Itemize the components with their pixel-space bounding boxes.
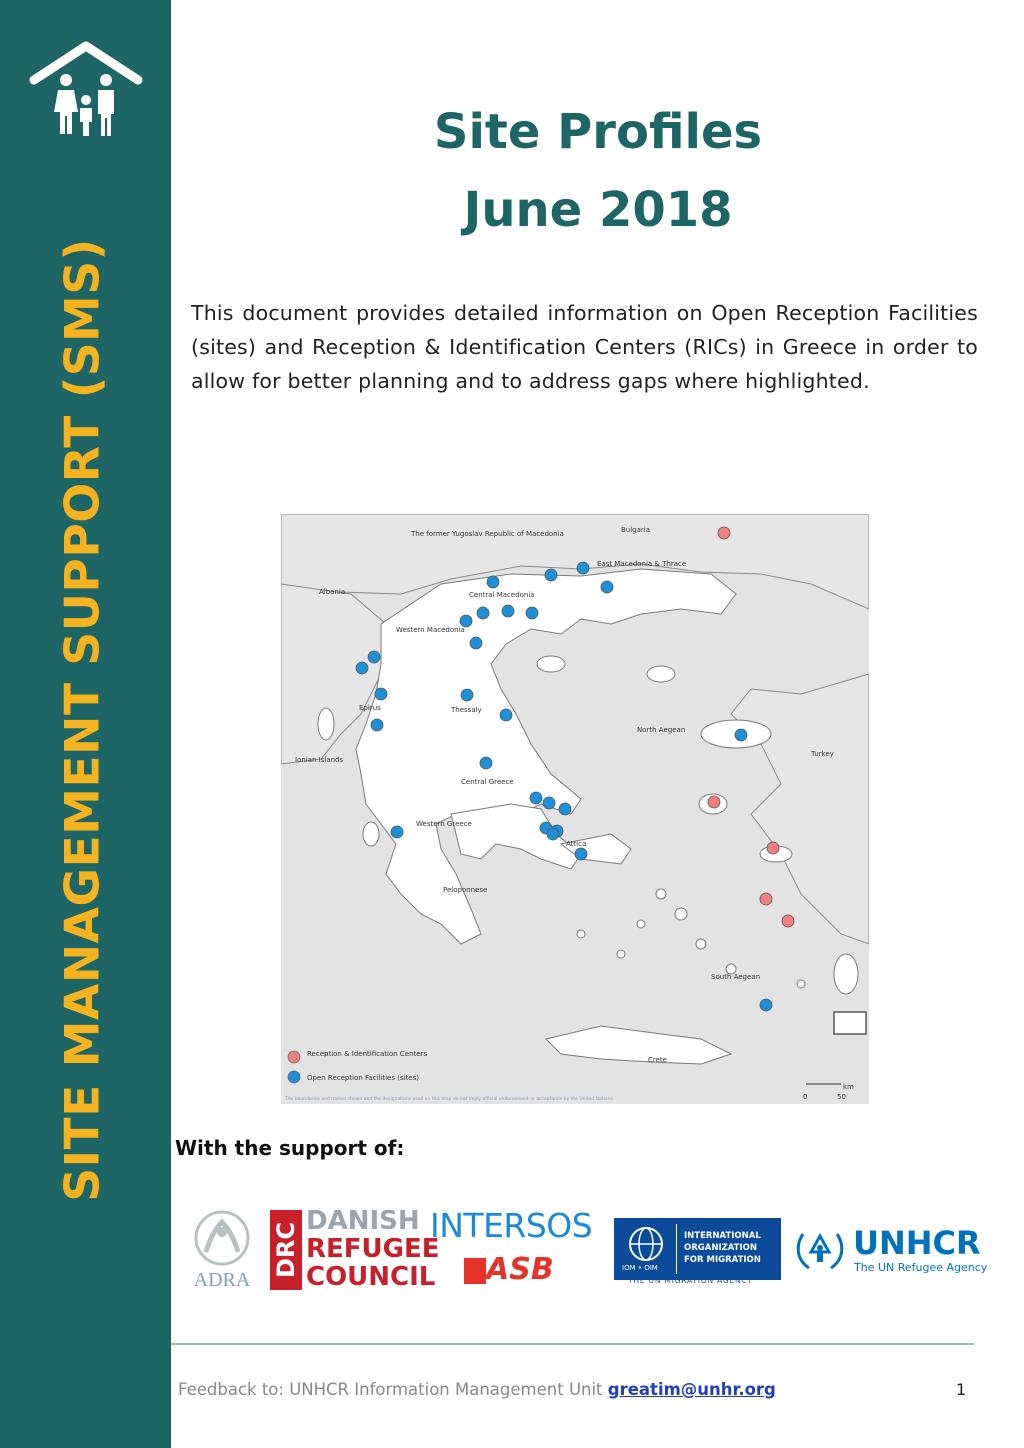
scale-tick-0: 0 bbox=[803, 1093, 808, 1101]
map-islet bbox=[577, 930, 585, 938]
open-site-marker bbox=[526, 607, 538, 619]
open-site-marker bbox=[391, 826, 403, 838]
iom-line-3: FOR MIGRATION bbox=[684, 1255, 761, 1265]
scale-tick-50: 50 bbox=[837, 1093, 846, 1101]
unhcr-laurel-icon bbox=[793, 1226, 847, 1272]
open-site-marker bbox=[460, 615, 472, 627]
ric-site-marker bbox=[718, 527, 730, 539]
map-islet bbox=[637, 920, 645, 928]
iom-tagline: THE UN MIGRATION AGENCY bbox=[628, 1276, 753, 1285]
open-site-marker bbox=[500, 709, 512, 721]
map-label-western-greece: Western Greece bbox=[416, 820, 472, 828]
unhcr-label: UNHCR bbox=[853, 1224, 981, 1262]
open-site-marker bbox=[470, 637, 482, 649]
iom-globe-icon bbox=[626, 1224, 666, 1264]
open-site-marker bbox=[543, 797, 555, 809]
map-island-kefalonia bbox=[363, 822, 379, 846]
iom-line-2: ORGANIZATION bbox=[684, 1243, 757, 1253]
open-site-marker bbox=[477, 607, 489, 619]
page-title-line1: Site Profiles bbox=[433, 104, 763, 160]
scale-unit: km bbox=[843, 1083, 854, 1091]
map-islet bbox=[617, 950, 625, 958]
map-label-central-greece: Central Greece bbox=[461, 778, 514, 786]
map-label-south-aegean: South Aegean bbox=[711, 973, 761, 981]
asb-label: ASB bbox=[486, 1252, 554, 1287]
open-site-marker bbox=[735, 729, 747, 741]
sidebar-band bbox=[0, 0, 171, 1448]
map-islet bbox=[656, 889, 666, 899]
footer-email-link[interactable]: greatim@unhr.org bbox=[607, 1380, 776, 1399]
open-site-marker bbox=[577, 562, 589, 574]
open-site-marker bbox=[559, 803, 571, 815]
ric-site-marker bbox=[767, 842, 779, 854]
map-label-turkey: Turkey bbox=[811, 750, 834, 758]
support-label: With the support of: bbox=[175, 1136, 405, 1160]
map-label-albania: Albania bbox=[319, 588, 346, 596]
map-island-chalkidiki bbox=[537, 656, 565, 672]
map-inset-box bbox=[834, 1012, 866, 1034]
open-site-marker bbox=[601, 581, 613, 593]
map-label-crete: Crete bbox=[648, 1056, 667, 1064]
ric-site-marker bbox=[782, 915, 794, 927]
map-disclaimer: The boundaries and names shown and the designations used on this map do not imply official endorsement or acceptance by the United Nations. bbox=[285, 1097, 615, 1102]
open-site-marker bbox=[461, 689, 473, 701]
open-site-marker bbox=[545, 569, 557, 581]
map-island-limnos bbox=[647, 666, 675, 682]
drc-abbr: DRC bbox=[272, 1221, 300, 1279]
map-label-north-aegean: North Aegean bbox=[637, 726, 686, 734]
sidebar-title: SITE MANAGEMENT SUPPORT (SMS) bbox=[55, 238, 111, 1202]
open-site-marker bbox=[547, 828, 559, 840]
map-label-epirus: Epirus bbox=[359, 704, 381, 712]
greece-sites-map bbox=[281, 514, 869, 1104]
iom-name bbox=[684, 1230, 761, 1266]
open-site-marker bbox=[487, 576, 499, 588]
intersos-label: INTERSOS bbox=[430, 1206, 593, 1245]
page-number: 1 bbox=[956, 1380, 967, 1399]
map-label-attica: Attica bbox=[566, 840, 587, 848]
asb-logo bbox=[464, 1254, 558, 1294]
footer-divider bbox=[171, 1343, 974, 1345]
open-site-marker bbox=[502, 605, 514, 617]
legend-open-marker bbox=[288, 1071, 300, 1083]
open-site-marker bbox=[356, 662, 368, 674]
open-site-marker bbox=[530, 792, 542, 804]
map-label-thessaly: Thessaly bbox=[451, 706, 482, 714]
adra-label: ADRA bbox=[193, 1269, 251, 1291]
open-site-marker bbox=[368, 651, 380, 663]
ric-site-marker bbox=[760, 893, 772, 905]
map-islet bbox=[696, 939, 706, 949]
adra-logo bbox=[186, 1208, 258, 1290]
asb-cross-icon bbox=[464, 1258, 486, 1284]
map-label-western-macedonia: Western Macedonia bbox=[396, 626, 465, 634]
drc-line-refugee: REFUGEE bbox=[306, 1234, 440, 1264]
unhcr-tagline: The UN Refugee Agency bbox=[854, 1261, 988, 1274]
map-label-fyrom: The former Yugoslav Republic of Macedonia bbox=[411, 530, 564, 538]
drc-line-council: COUNCIL bbox=[306, 1262, 436, 1292]
map-islet bbox=[675, 908, 687, 920]
footer-feedback-text: Feedback to: UNHCR Information Management Unit bbox=[178, 1380, 608, 1399]
open-site-marker bbox=[375, 688, 387, 700]
legend-ric-marker bbox=[288, 1051, 300, 1063]
map-label-central-macedonia: Central Macedonia bbox=[469, 591, 535, 599]
intersos-logo bbox=[430, 1206, 602, 1250]
map-label-ionian-islands: Ionian Islands bbox=[295, 756, 344, 764]
unhcr-logo bbox=[793, 1226, 993, 1276]
iom-logo bbox=[614, 1218, 781, 1280]
open-site-marker bbox=[371, 719, 383, 731]
legend-ric-label: Reception & Identification Centers bbox=[307, 1050, 428, 1058]
page-title-line2: June 2018 bbox=[463, 182, 733, 238]
drc-line-danish: DANISH bbox=[306, 1206, 420, 1236]
drc-logo bbox=[270, 1206, 440, 1292]
map-island-corfu bbox=[318, 708, 334, 740]
adra-hands-icon bbox=[186, 1208, 258, 1268]
iom-divider bbox=[676, 1224, 677, 1274]
house-family-icon bbox=[26, 38, 146, 138]
open-site-marker bbox=[575, 848, 587, 860]
map-label-bulgaria: Bulgaria bbox=[621, 526, 651, 534]
drc-mark bbox=[270, 1210, 302, 1290]
ric-site-marker bbox=[708, 796, 720, 808]
open-site-marker bbox=[480, 757, 492, 769]
iom-abbr: IOM • OIM bbox=[622, 1264, 658, 1272]
map-island-rhodes bbox=[834, 954, 858, 994]
iom-line-1: INTERNATIONAL bbox=[684, 1231, 761, 1241]
map-islet bbox=[797, 980, 805, 988]
open-site-marker bbox=[760, 999, 772, 1011]
map-label-peloponnese: Peloponnese bbox=[443, 886, 488, 894]
map-label-east-macedonia: East Macedonia & Thrace bbox=[597, 560, 687, 568]
legend-open-label: Open Reception Facilities (sites) bbox=[307, 1074, 419, 1082]
intro-paragraph: This document provides detailed information on Open Reception Facilities (sites) and Reception & Identification Centers (RICs) in Greece in order to allow for better planning and to address gaps where highlighted. bbox=[191, 301, 978, 393]
footer-feedback bbox=[178, 1380, 776, 1399]
